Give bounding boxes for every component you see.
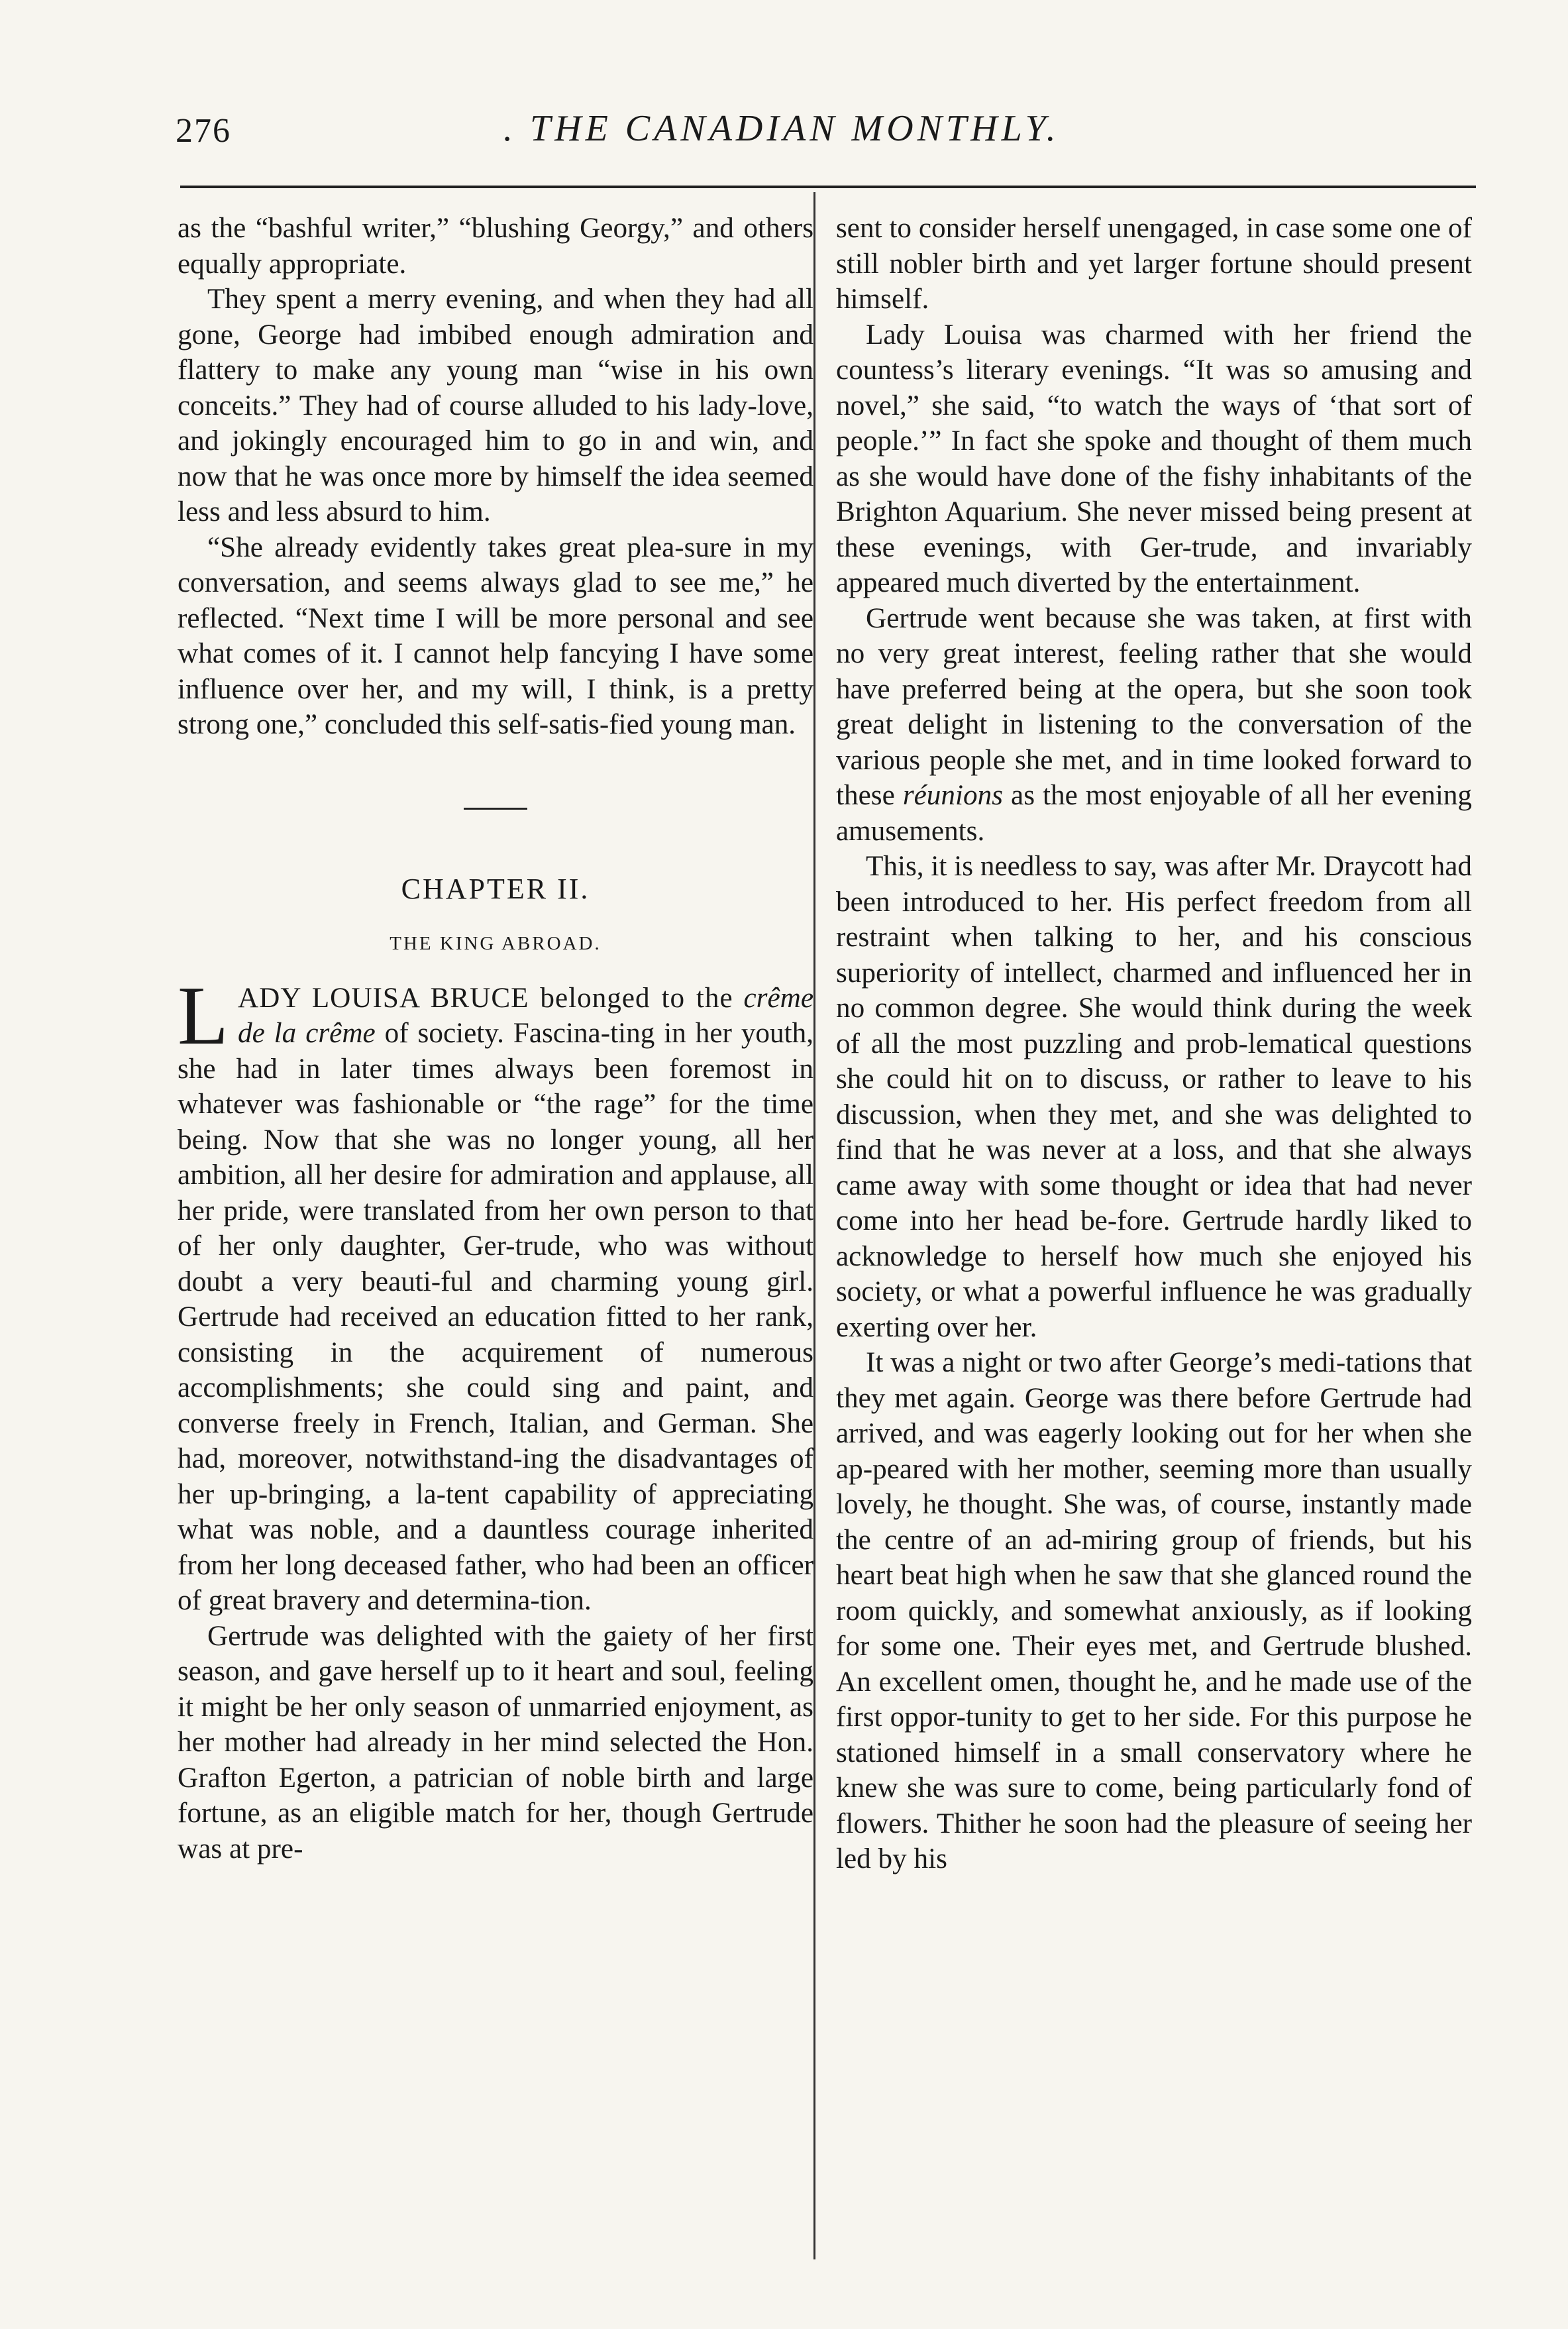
drop-cap: L — [178, 969, 229, 1062]
left-column — [178, 211, 813, 1867]
paragraph: It was a night or two after George’s medi-tations that they met again. George was there before Gertrude had arrived, and was eagerly looking out for her when she ap-peared with her mother, seeming more than usually lovely, he thought. She was, of course, instantly made the centre of an ad-miring group of friends, but his heart beat high when he saw that she glanced round the room quickly, and somewhat anxiously, as if looking for some one. Their eyes met, and Gertrude blushed. An excellent omen, thought he, and he made use of the first oppor-tunity to get to her side. For this purpose he stationed himself in a small conservatory where he knew she was sure to come, being particularly fond of flowers. Thither he soon had the pleasure of seeing her led by his — [836, 1347, 1472, 1874]
page-number: 276 — [176, 112, 231, 150]
italic-phrase: crême de la crême — [237, 982, 813, 1049]
running-title: . THE CANADIAN MONTHLY. — [503, 108, 1060, 149]
chapter-subtitle: THE KING ABROAD. — [390, 933, 601, 954]
paragraph-text: of society. Fascina-ting in her youth, she had in later times always been foremost in whatever was fashionable or “the rage” for the time being. Now that she was no longer young, all her ambition, all her desire for admiration and applause, all her pride, were translated from her own person to that of her only daughter, Ger-trude, who was without doubt a very beauti-ful and charming young girl. Gertrude had received an education fitted to her rank, consisting in the acquirement of numerous accomplishments; she could sing and paint, and converse freely in French, Italian, and German. She had, moreover, notwithstand-ing the disadvantages of her up-bringing, a la-tent capability of appreciating what was noble, and a dauntless courage inherited from her long deceased father, who had been an officer of great bravery and determina-tion. — [178, 1018, 814, 1616]
paragraph-text: as the most enjoyable of all her evening amusements. — [836, 780, 1473, 847]
paragraph: They spent a merry evening, and when they had all gone, George had imbibed enough admiration and flattery to make any young man “wise in his own conceits.” They had of course alluded to his lady-love, and jokingly encouraged him to go in and win, and now that he was once more by himself the idea seemed less and less absurd to him. — [178, 284, 813, 527]
italic-word: réunions — [902, 780, 1003, 811]
column-divider — [813, 192, 815, 2259]
right-column — [836, 211, 1472, 1877]
chapter-opening-paragraph — [178, 969, 814, 1619]
paragraph: Gertrude was delighted with the gaiety of her first season, and gave herself up to it heart and soul, feeling it might be her only season of unmarried enjoyment, as her mother had already in her mind selected the Hon. Grafton Egerton, a patrician of noble birth and large fortune, as an eligible match for her, though Gertrude was at pre- — [178, 1620, 813, 1865]
section-divider — [464, 808, 527, 810]
paragraph: Lady Louisa was charmed with her friend the countess’s literary evenings. “It was so amusing and novel,” she said, “to watch the ways of ‘that sort of people.’” In fact she spoke and thought of them much as she would have done of the fishy inhabitants of the Brighton Aquarium. She never missed being present at these evenings, with Ger-trude, and invariably appeared much diverted by the entertainment. — [836, 319, 1472, 598]
paragraph — [836, 601, 1472, 849]
opening-words: ADY LOUISA BRUCE belonged to the — [237, 982, 733, 1014]
paragraph: This, it is needless to say, was after Mr. Draycott had been introduced to her. His perfect freedom from all restraint when talking to her, and his conscious superiority of intellect, charmed and influenced her in no common degree. She would think during the week of all the most puzzling and prob-lematical questions she could hit on to discuss, or rather to leave to his discussion, when they met, and she was delighted to find that he was never at a loss, and that she always came away with some thought or idea that had never come into her head be-fore. Gertrude hardly liked to acknowledge to herself how much she enjoyed his society, or what a powerful influence he was gradually exerting over her. — [836, 851, 1472, 1343]
paragraph: as the “bashful writer,” “blushing Georgy,” and others equally appropriate. — [178, 213, 813, 280]
chapter-title: CHAPTER II. — [401, 872, 590, 905]
paragraph: “She already evidently takes great plea-sure in my conversation, and seems always glad to see me,” he reflected. “Next time I will be more personal and see what comes of it. I cannot help fancying I have some influence over her, and my will, I think, is a pretty strong one,” concluded this self-satis-fied young man. — [178, 531, 813, 740]
paragraph: sent to consider herself unengaged, in case some one of still nobler birth and yet larger fortune should present himself. — [836, 213, 1472, 315]
paragraph-text: Gertrude went because she was taken, at first with no very great interest, feeling rather that she would have preferred being at the opera, but she soon took great delight in listening to the conversation of the various people she met, and in time looked forward to these — [836, 602, 1472, 811]
header-rule — [180, 186, 1476, 188]
